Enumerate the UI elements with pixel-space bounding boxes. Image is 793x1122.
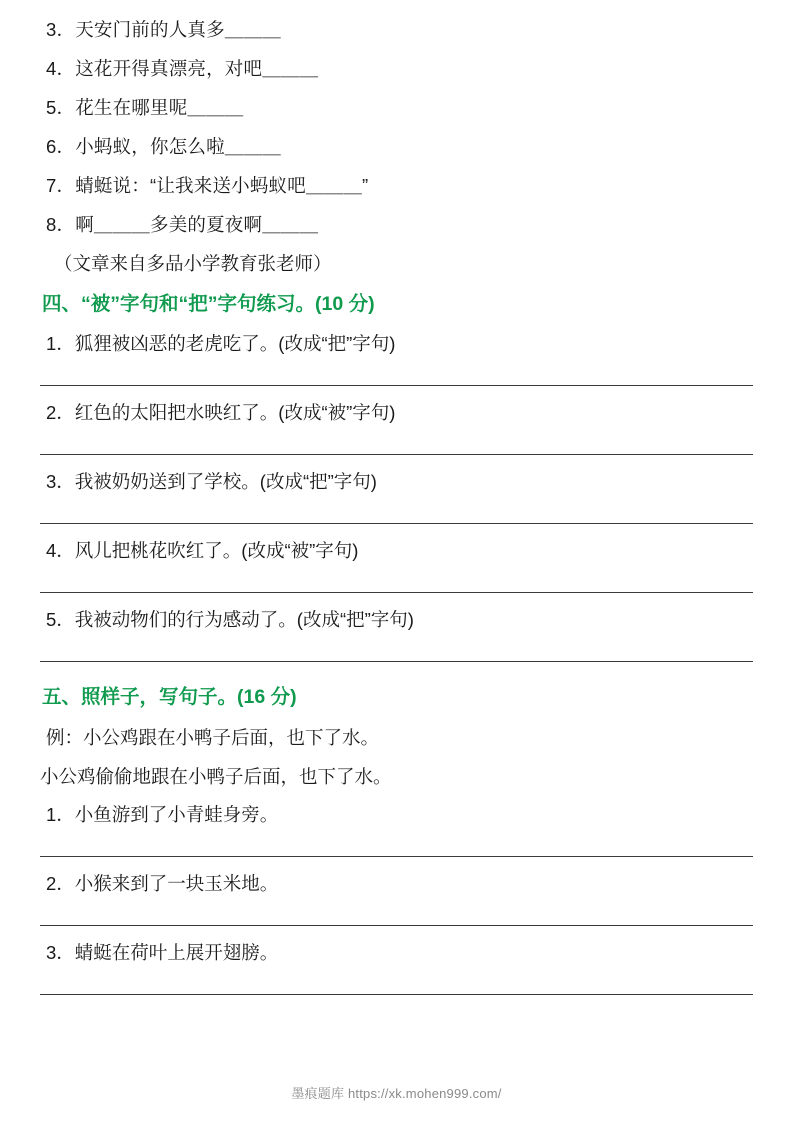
watermark: 墨痕题库 https://xk.mohen999.com/ (291, 1086, 502, 1101)
section-four (40, 283, 753, 662)
question-text: 4．风儿把桃花吹红了。(改成“被”字句) (46, 540, 359, 561)
example-label: 例：小公鸡跟在小鸭子后面，也下了水。 (46, 727, 380, 748)
question-item: 4．这花开得真漂亮，对吧＿＿＿ (46, 58, 319, 79)
question-item: 5．花生在哪里呢＿＿＿ (46, 97, 244, 118)
question-text: 1．小鱼游到了小青蛙身旁。 (46, 804, 279, 825)
question-block (40, 934, 753, 995)
question-item: 8．啊＿＿＿多美的夏夜啊＿＿＿ (46, 214, 319, 235)
question-text: 3．我被奶奶送到了学校。(改成“把”字句) (46, 471, 377, 492)
question-item: 3．天安门前的人真多＿＿＿ (46, 19, 281, 40)
question-block (40, 463, 753, 524)
question-block (40, 865, 753, 926)
source-note: （文章来自多品小学教育张老师） (54, 253, 332, 274)
question-block (40, 532, 753, 593)
section-five (40, 676, 753, 995)
question-item: 7．蜻蜓说：“让我来送小蚂蚁吧＿＿＿” (46, 175, 369, 196)
section-heading: 五、照样子，写句子。(16 分) (42, 686, 297, 708)
question-block (40, 796, 753, 857)
example-answer: 小公鸡偷偷地跟在小鸭子后面，也下了水。 (40, 766, 392, 787)
question-block (40, 394, 753, 455)
section-heading: 四、“被”字句和“把”字句练习。(10 分) (42, 293, 375, 315)
question-text: 2．红色的太阳把水映红了。(改成“被”字句) (46, 402, 396, 423)
question-text: 5．我被动物们的行为感动了。(改成“把”字句) (46, 609, 414, 630)
question-block (40, 325, 753, 386)
question-text: 3．蜻蜓在荷叶上展开翅膀。 (46, 942, 279, 963)
question-block (40, 601, 753, 662)
continued-questions-block (40, 8, 753, 283)
question-item: 6．小蚂蚁，你怎么啦＿＿＿ (46, 136, 281, 157)
question-text: 1．狐狸被凶恶的老虎吃了。(改成“把”字句) (46, 333, 396, 354)
question-text: 2．小猴来到了一块玉米地。 (46, 873, 279, 894)
answer-line[interactable] (40, 994, 753, 995)
